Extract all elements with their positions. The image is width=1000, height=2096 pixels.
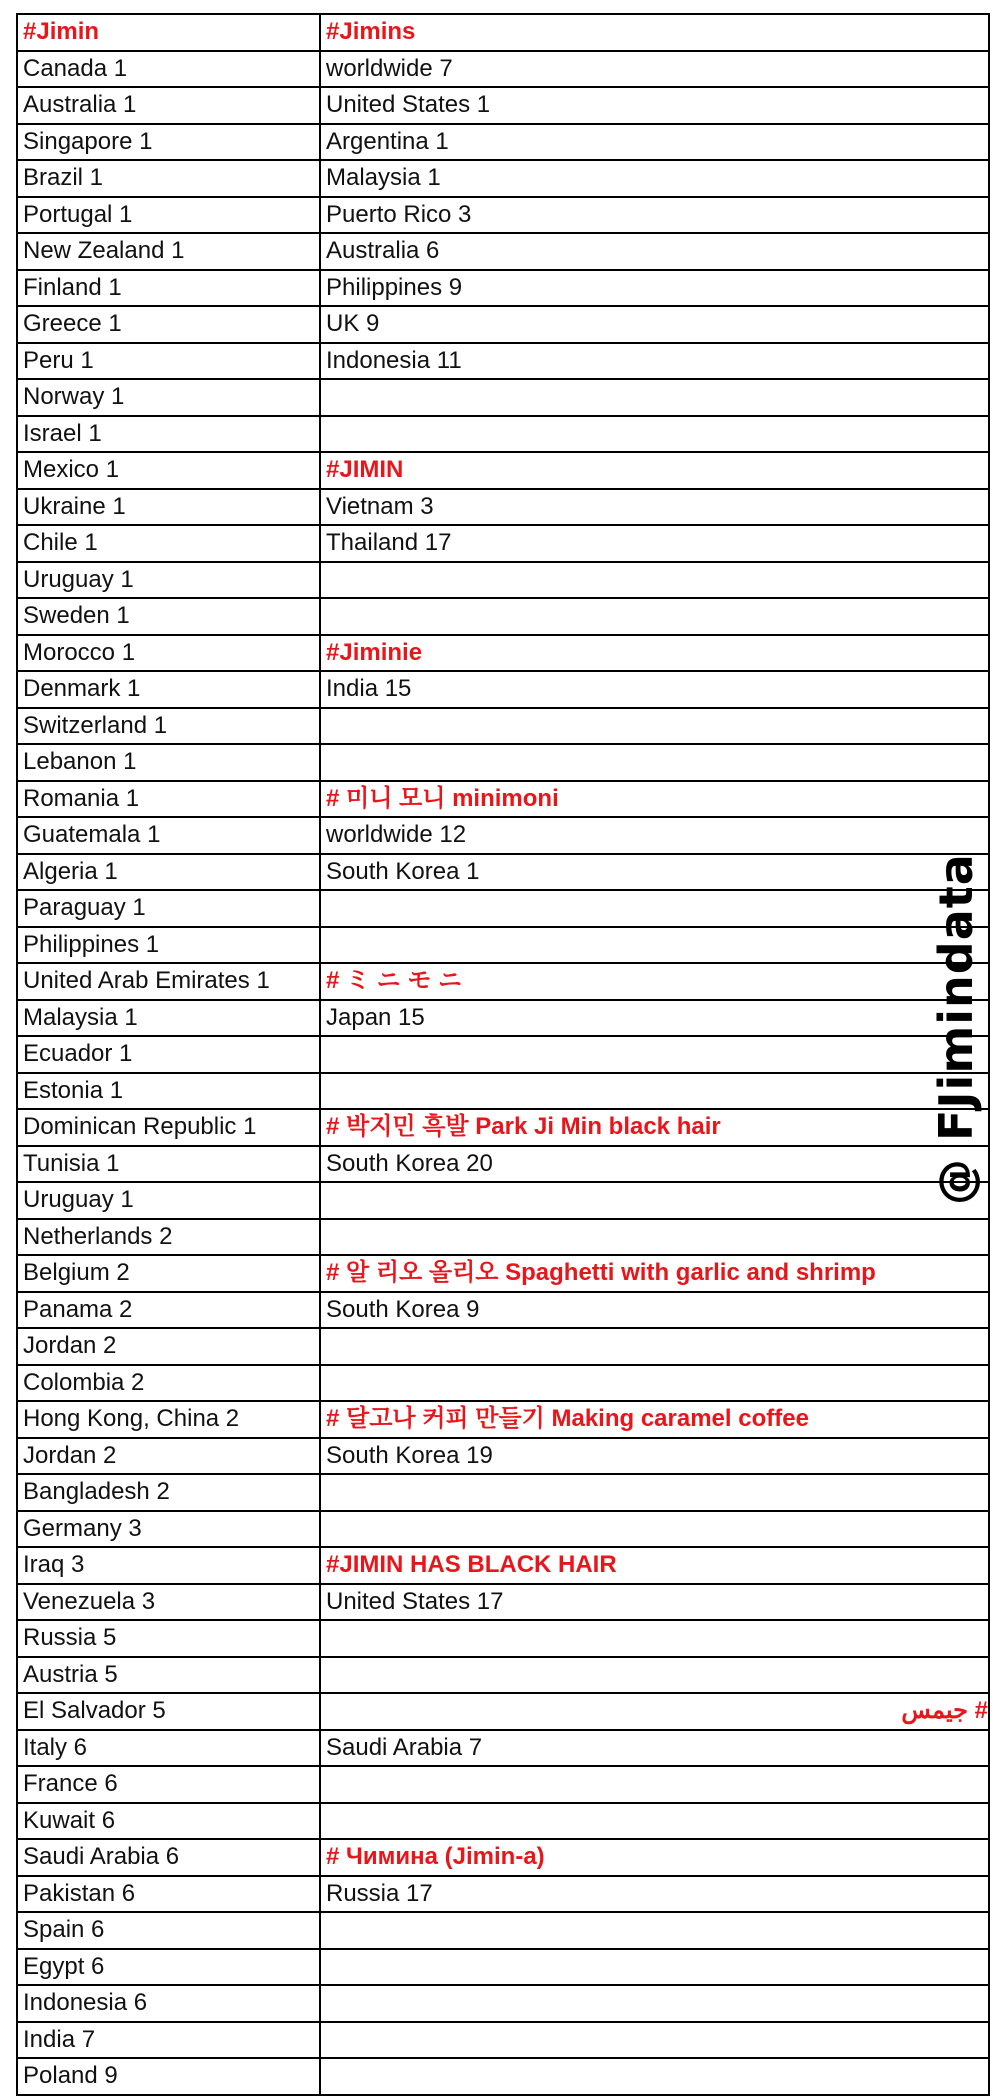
hashtag-cell: UK 9 bbox=[320, 306, 989, 343]
country-cell: United Arab Emirates 1 bbox=[17, 963, 320, 1000]
table-row bbox=[17, 489, 989, 526]
table-row bbox=[17, 671, 989, 708]
table-row bbox=[17, 927, 989, 964]
table-row bbox=[17, 1438, 989, 1475]
country-cell: Singapore 1 bbox=[17, 124, 320, 161]
table-row bbox=[17, 14, 989, 51]
hashtag-cell: # 달고나 커피 만들기 Making caramel coffee bbox=[320, 1401, 989, 1438]
table-row bbox=[17, 1693, 989, 1730]
table-row bbox=[17, 1985, 989, 2022]
country-cell: Paraguay 1 bbox=[17, 890, 320, 927]
country-cell: Estonia 1 bbox=[17, 1073, 320, 1110]
table-row bbox=[17, 744, 989, 781]
country-cell: Egypt 6 bbox=[17, 1949, 320, 1986]
table-row bbox=[17, 306, 989, 343]
table-row bbox=[17, 1474, 989, 1511]
country-cell: Kuwait 6 bbox=[17, 1803, 320, 1840]
table-row bbox=[17, 562, 989, 599]
hashtag-cell: United States 1 bbox=[320, 87, 989, 124]
hashtag-cell bbox=[320, 1657, 989, 1694]
country-cell: Ukraine 1 bbox=[17, 489, 320, 526]
hashtag-cell: Malaysia 1 bbox=[320, 160, 989, 197]
country-cell: Iraq 3 bbox=[17, 1547, 320, 1584]
table-row bbox=[17, 1620, 989, 1657]
table-row bbox=[17, 1912, 989, 1949]
hashtag-cell bbox=[320, 562, 989, 599]
table-row bbox=[17, 1182, 989, 1219]
country-cell: El Salvador 5 bbox=[17, 1693, 320, 1730]
table-row bbox=[17, 1000, 989, 1037]
hashtag-cell bbox=[320, 416, 989, 453]
hashtag-cell bbox=[320, 1985, 989, 2022]
hashtag-cell bbox=[320, 1620, 989, 1657]
hashtag-cell bbox=[320, 1036, 989, 1073]
country-cell: Algeria 1 bbox=[17, 854, 320, 891]
hashtag-cell: South Korea 20 bbox=[320, 1146, 989, 1183]
country-cell: Morocco 1 bbox=[17, 635, 320, 672]
table-row bbox=[17, 1255, 989, 1292]
table-row bbox=[17, 1949, 989, 1986]
country-cell: Chile 1 bbox=[17, 525, 320, 562]
country-cell: France 6 bbox=[17, 1766, 320, 1803]
hashtag-cell: # 박지민 흑발 Park Ji Min black hair bbox=[320, 1109, 989, 1146]
hashtag-cell bbox=[320, 1073, 989, 1110]
country-cell: Venezuela 3 bbox=[17, 1584, 320, 1621]
country-cell: Germany 3 bbox=[17, 1511, 320, 1548]
hashtag-cell: United States 17 bbox=[320, 1584, 989, 1621]
country-cell: Poland 9 bbox=[17, 2058, 320, 2095]
table-row bbox=[17, 1584, 989, 1621]
table-row bbox=[17, 2022, 989, 2059]
country-cell: Switzerland 1 bbox=[17, 708, 320, 745]
table-row bbox=[17, 452, 989, 489]
country-cell: Canada 1 bbox=[17, 51, 320, 88]
hashtag-cell bbox=[320, 379, 989, 416]
hashtag-cell bbox=[320, 1182, 989, 1219]
country-cell: Uruguay 1 bbox=[17, 1182, 320, 1219]
hashtag-cell bbox=[320, 1365, 989, 1402]
hashtag-table bbox=[16, 13, 990, 2096]
table-row bbox=[17, 817, 989, 854]
table-row bbox=[17, 1219, 989, 1256]
table-row bbox=[17, 1547, 989, 1584]
table-row bbox=[17, 781, 989, 818]
hashtag-cell: #Jimins bbox=[320, 14, 989, 51]
table-row bbox=[17, 124, 989, 161]
hashtag-cell: #Jiminie bbox=[320, 635, 989, 672]
country-cell: Ecuador 1 bbox=[17, 1036, 320, 1073]
country-cell: New Zealand 1 bbox=[17, 233, 320, 270]
hashtag-cell bbox=[320, 2022, 989, 2059]
table-row bbox=[17, 1328, 989, 1365]
country-cell: Russia 5 bbox=[17, 1620, 320, 1657]
country-cell: Norway 1 bbox=[17, 379, 320, 416]
country-cell: Lebanon 1 bbox=[17, 744, 320, 781]
table-row bbox=[17, 343, 989, 380]
table-row bbox=[17, 197, 989, 234]
table-row bbox=[17, 51, 989, 88]
hashtag-cell: Australia 6 bbox=[320, 233, 989, 270]
table-row bbox=[17, 2058, 989, 2095]
hashtag-cell bbox=[320, 927, 989, 964]
table-row bbox=[17, 233, 989, 270]
country-cell: Jordan 2 bbox=[17, 1438, 320, 1475]
table-row bbox=[17, 1036, 989, 1073]
country-cell: Panama 2 bbox=[17, 1292, 320, 1329]
country-cell: Colombia 2 bbox=[17, 1365, 320, 1402]
country-cell: India 7 bbox=[17, 2022, 320, 2059]
hashtag-cell bbox=[320, 1912, 989, 1949]
table-row bbox=[17, 1730, 989, 1767]
country-cell: Saudi Arabia 6 bbox=[17, 1839, 320, 1876]
hashtag-cell: # 미니 모니 minimoni bbox=[320, 781, 989, 818]
country-cell: Dominican Republic 1 bbox=[17, 1109, 320, 1146]
hashtag-cell bbox=[320, 1474, 989, 1511]
hashtag-cell bbox=[320, 744, 989, 781]
hashtag-cell: #JIMIN HAS BLACK HAIR bbox=[320, 1547, 989, 1584]
hashtag-cell: Vietnam 3 bbox=[320, 489, 989, 526]
hashtag-cell bbox=[320, 1766, 989, 1803]
hashtag-cell: Puerto Rico 3 bbox=[320, 197, 989, 234]
hashtag-cell: Thailand 17 bbox=[320, 525, 989, 562]
table-row bbox=[17, 1073, 989, 1110]
country-cell: Jordan 2 bbox=[17, 1328, 320, 1365]
table-row bbox=[17, 270, 989, 307]
hashtag-cell: Saudi Arabia 7 bbox=[320, 1730, 989, 1767]
hashtag-cell: Philippines 9 bbox=[320, 270, 989, 307]
table-row bbox=[17, 1876, 989, 1913]
table-row bbox=[17, 1657, 989, 1694]
country-cell: Romania 1 bbox=[17, 781, 320, 818]
hashtag-cell: South Korea 19 bbox=[320, 1438, 989, 1475]
hashtag-cell bbox=[320, 598, 989, 635]
watermark-text: @ FJimindata bbox=[929, 853, 983, 1205]
hashtag-cell: worldwide 7 bbox=[320, 51, 989, 88]
table-row bbox=[17, 525, 989, 562]
hashtag-cell bbox=[320, 1219, 989, 1256]
hashtag-cell bbox=[320, 2058, 989, 2095]
table-row bbox=[17, 1401, 989, 1438]
country-cell: Netherlands 2 bbox=[17, 1219, 320, 1256]
hashtag-cell: # Чимина (Jimin-a) bbox=[320, 1839, 989, 1876]
country-cell: Peru 1 bbox=[17, 343, 320, 380]
hashtag-cell: Indonesia 11 bbox=[320, 343, 989, 380]
hashtag-cell: Russia 17 bbox=[320, 1876, 989, 1913]
country-cell: Guatemala 1 bbox=[17, 817, 320, 854]
table-row bbox=[17, 1803, 989, 1840]
country-cell: Spain 6 bbox=[17, 1912, 320, 1949]
table-row bbox=[17, 379, 989, 416]
table-row bbox=[17, 87, 989, 124]
country-cell: Philippines 1 bbox=[17, 927, 320, 964]
hashtag-cell bbox=[320, 1949, 989, 1986]
hashtag-cell bbox=[320, 890, 989, 927]
table-row bbox=[17, 416, 989, 453]
table-row bbox=[17, 708, 989, 745]
hashtag-cell: India 15 bbox=[320, 671, 989, 708]
table-row bbox=[17, 963, 989, 1000]
country-cell: Sweden 1 bbox=[17, 598, 320, 635]
table-row bbox=[17, 1511, 989, 1548]
hashtag-cell: Japan 15 bbox=[320, 1000, 989, 1037]
country-cell: Uruguay 1 bbox=[17, 562, 320, 599]
country-cell: Bangladesh 2 bbox=[17, 1474, 320, 1511]
table-row bbox=[17, 160, 989, 197]
hashtag-cell: worldwide 12 bbox=[320, 817, 989, 854]
hashtag-cell: Argentina 1 bbox=[320, 124, 989, 161]
table-row bbox=[17, 1109, 989, 1146]
hashtag-cell: South Korea 1 bbox=[320, 854, 989, 891]
country-cell: Belgium 2 bbox=[17, 1255, 320, 1292]
country-cell: Australia 1 bbox=[17, 87, 320, 124]
hashtag-cell: #JIMIN bbox=[320, 452, 989, 489]
country-cell: #Jimin bbox=[17, 14, 320, 51]
hashtag-cell bbox=[320, 1328, 989, 1365]
hashtag-cell: # جيمس bbox=[320, 1693, 989, 1730]
hashtag-cell: South Korea 9 bbox=[320, 1292, 989, 1329]
country-cell: Hong Kong, China 2 bbox=[17, 1401, 320, 1438]
table-row bbox=[17, 1365, 989, 1402]
country-cell: Denmark 1 bbox=[17, 671, 320, 708]
table-row bbox=[17, 598, 989, 635]
country-cell: Tunisia 1 bbox=[17, 1146, 320, 1183]
hashtag-cell bbox=[320, 1511, 989, 1548]
country-cell: Indonesia 6 bbox=[17, 1985, 320, 2022]
country-cell: Italy 6 bbox=[17, 1730, 320, 1767]
hashtag-cell: # 알 리오 올리오 Spaghetti with garlic and shrimp bbox=[320, 1255, 989, 1292]
country-cell: Mexico 1 bbox=[17, 452, 320, 489]
hashtag-cell bbox=[320, 708, 989, 745]
table-row bbox=[17, 1766, 989, 1803]
table-row bbox=[17, 890, 989, 927]
country-cell: Malaysia 1 bbox=[17, 1000, 320, 1037]
table-row bbox=[17, 1839, 989, 1876]
hashtag-cell: # ミ ニ モ ニ bbox=[320, 963, 989, 1000]
country-cell: Pakistan 6 bbox=[17, 1876, 320, 1913]
country-cell: Austria 5 bbox=[17, 1657, 320, 1694]
country-cell: Portugal 1 bbox=[17, 197, 320, 234]
country-cell: Brazil 1 bbox=[17, 160, 320, 197]
table-row bbox=[17, 1292, 989, 1329]
hashtag-cell bbox=[320, 1803, 989, 1840]
table-row bbox=[17, 1146, 989, 1183]
country-cell: Israel 1 bbox=[17, 416, 320, 453]
table-row bbox=[17, 635, 989, 672]
country-cell: Finland 1 bbox=[17, 270, 320, 307]
country-cell: Greece 1 bbox=[17, 306, 320, 343]
table-row bbox=[17, 854, 989, 891]
